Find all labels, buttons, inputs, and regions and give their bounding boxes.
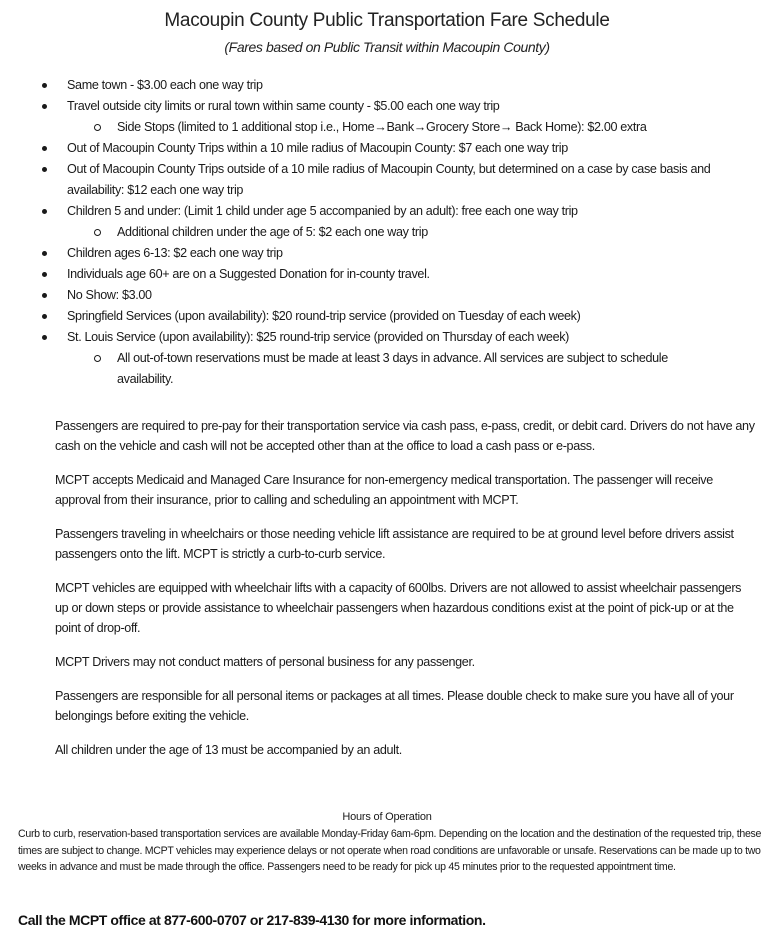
policy-paragraph: Passengers are required to pre-pay for their transportation service via cash pass, e-pass, credit, or debit card. Drivers do not have any cash on the vehicle and cash will not be accepted other than at the office to load a cash pass or e-pass. <box>55 419 755 453</box>
hours-text: Curb to curb, reservation-based transportation services are available Monday-Friday 6am-6pm. Depending on the location and the destination of the requested trip, these times are subject to change. MCPT vehicles may experience delays or not operate when road conditions are unfavorable or unsafe. Reservations can be made up to two weeks in advance and must be made through the office. Passengers need to be ready for pick up 45 minutes prior to the requested appointment time. <box>18 828 762 873</box>
fare-item: No Show: $3.00 <box>0 285 774 306</box>
fare-item: Individuals age 60+ are on a Suggested Donation for in-county travel. <box>0 264 774 285</box>
policy-paragraph: MCPT vehicles are equipped with wheelchair lifts with a capacity of 600lbs. Drivers are not allowed to assist wheelchair passengers up or down steps or provide assistance to wheelchair passengers when hazardous conditions exist at the point of pick-up or at the point of drop-off. <box>55 581 742 635</box>
policy-paragraph: Passengers traveling in wheelchairs or those needing vehicle lift assistance are required to be at ground level before drivers assist passengers onto the lift. MCPT is strictly a curb-to-curb service. <box>55 527 734 561</box>
fare-item: St. Louis Service (upon availability): $25 round-trip service (provided on Thursday of each week) <box>0 327 774 348</box>
fare-item: Travel outside city limits or rural town within same county - $5.00 each one way trip <box>0 96 774 117</box>
fare-subitem: Side Stops (limited to 1 additional stop i.e., Home→Bank→Grocery Store→ Back Home): $2.00 extra <box>0 117 774 138</box>
fare-item: Springfield Services (upon availability): $20 round-trip service (provided on Tuesday of each week) <box>0 306 774 327</box>
fare-item: Out of Macoupin County Trips within a 10 mile radius of Macoupin County: $7 each one way trip <box>0 138 774 159</box>
fare-subitem: Additional children under the age of 5: $2 each one way trip <box>0 222 774 243</box>
policy-paragraph: Passengers are responsible for all personal items or packages at all times. Please double check to make sure you have all of your belongings before exiting the vehicle. <box>55 689 734 723</box>
hours-heading: Hours of Operation <box>342 811 432 823</box>
contact-info: Call the MCPT office at 877-600-0707 or 217-839-4130 for more information. <box>18 912 486 928</box>
policy-paragraph: All children under the age of 13 must be accompanied by an adult. <box>55 743 402 757</box>
policy-paragraph: MCPT Drivers may not conduct matters of personal business for any passenger. <box>55 655 475 669</box>
policy-paragraph: MCPT accepts Medicaid and Managed Care Insurance for non-emergency medical transportation. The passenger will receive approval from their insurance, prior to calling and scheduling an appointment with MCPT. <box>55 473 713 507</box>
page-subtitle: (Fares based on Public Transit within Macoupin County) <box>224 39 550 55</box>
fare-item: Same town - $3.00 each one way trip <box>0 75 774 96</box>
policy-section <box>55 416 755 774</box>
page-title: Macoupin County Public Transportation Fare Schedule <box>164 10 610 31</box>
fare-item: Out of Macoupin County Trips outside of a 10 mile radius of Macoupin County, but determined on a case by case basis and availability: $12 each one way trip <box>0 159 774 201</box>
fare-list <box>0 75 774 390</box>
fare-subitem: All out-of-town reservations must be made at least 3 days in advance. All services are subject to schedule availability. <box>0 348 774 390</box>
fare-item: Children 5 and under: (Limit 1 child under age 5 accompanied by an adult): free each one way trip <box>0 201 774 222</box>
fare-item: Children ages 6-13: $2 each one way trip <box>0 243 774 264</box>
